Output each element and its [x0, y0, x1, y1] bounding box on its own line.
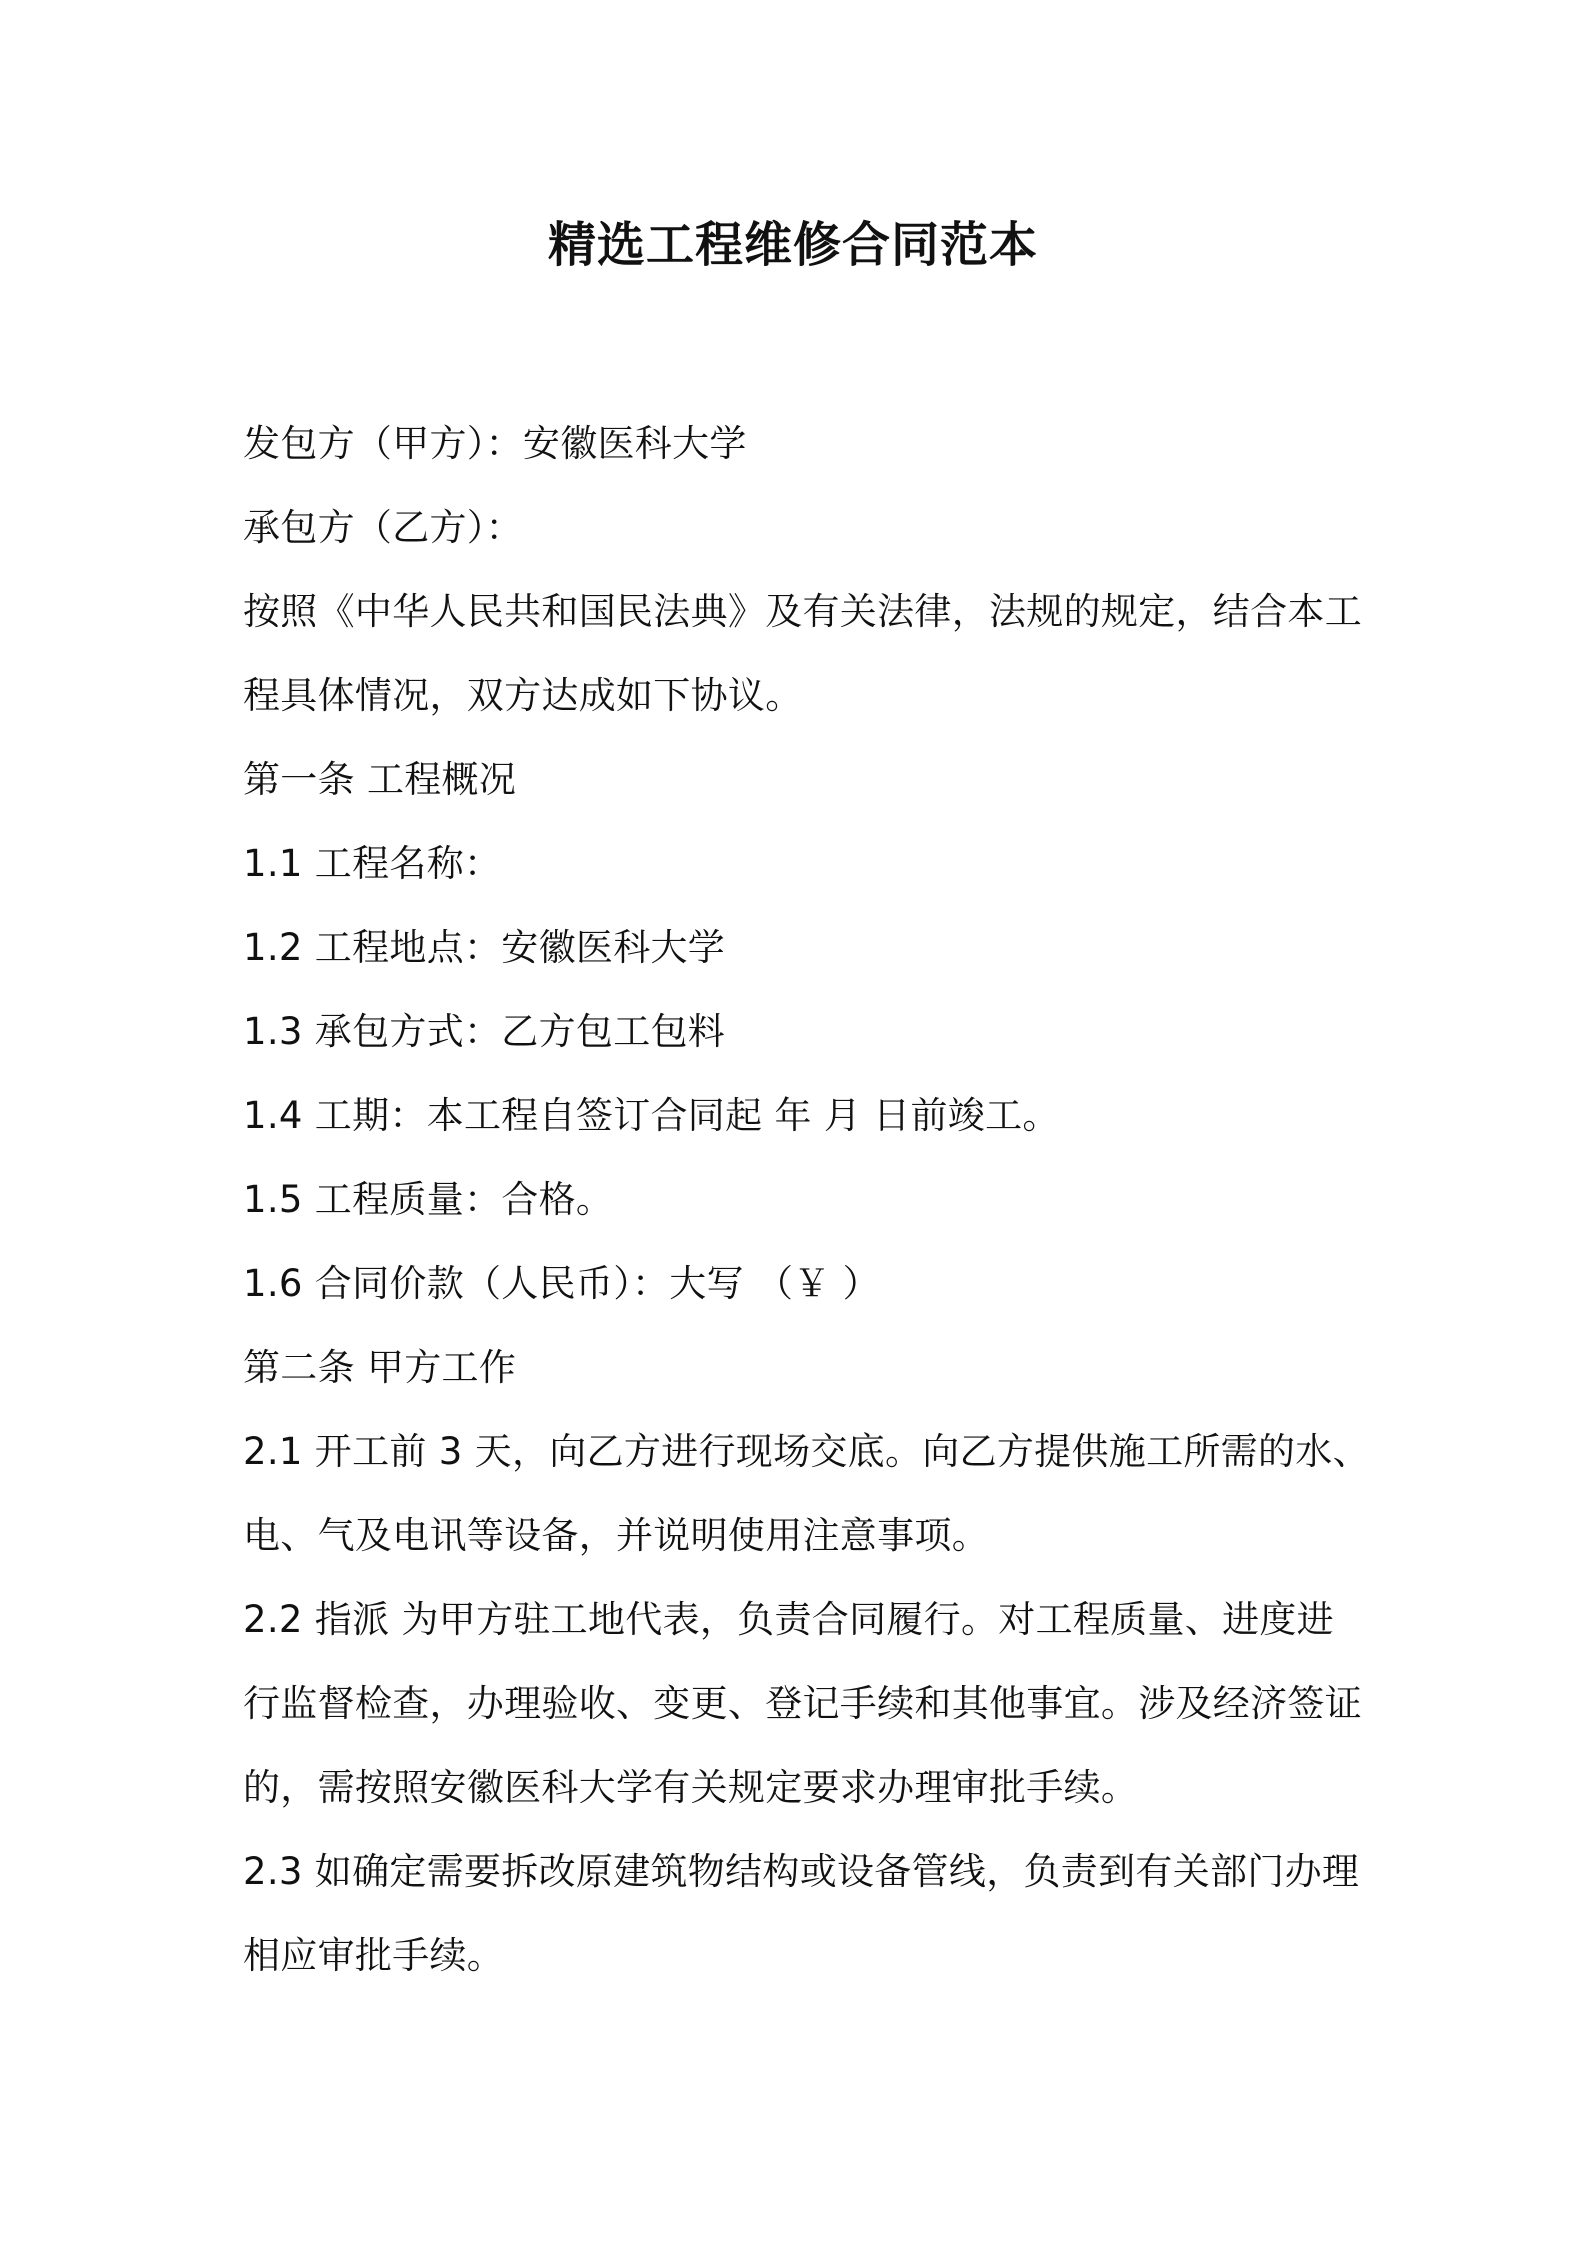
clause-2-2-line-1: 2.2 指派 为甲方驻工地代表，负责合同履行。对工程质量、进度进 [243, 1598, 1334, 1641]
article-1-heading: 第一条 工程概况 [243, 758, 517, 801]
preamble-line-1: 按照《中华人民共和国民法典》及有关法律，法规的规定，结合本工 [243, 590, 1362, 633]
clause-2-2-line-2: 行监督检查，办理验收、变更、登记手续和其他事宜。涉及经济签证 [243, 1682, 1362, 1725]
clause-1-2: 1.2 工程地点：安徽医科大学 [243, 926, 726, 969]
article-2-heading: 第二条 甲方工作 [243, 1346, 517, 1389]
document-title: 精选工程维修合同范本 [547, 217, 1038, 273]
party-a-line: 发包方（甲方）：安徽医科大学 [243, 422, 747, 465]
clause-1-6: 1.6 合同价款（人民币）：大写 （￥ ） [243, 1262, 880, 1305]
clause-2-3-line-1: 2.3 如确定需要拆改原建筑物结构或设备管线，负责到有关部门办理 [243, 1850, 1360, 1893]
clause-1-1: 1.1 工程名称： [243, 842, 502, 885]
clause-2-2-line-3: 的，需按照安徽医科大学有关规定要求办理审批手续。 [243, 1766, 1139, 1809]
party-b-line: 承包方（乙方）： [243, 506, 523, 549]
document-body [243, 402, 1370, 1998]
clause-2-1-line-1: 2.1 开工前 3 天，向乙方进行现场交底。向乙方提供施工所需的水、 [243, 1430, 1370, 1473]
clause-2-1-line-2: 电、气及电讯等设备，并说明使用注意事项。 [243, 1514, 989, 1557]
clause-1-4: 1.4 工期：本工程自签订合同起 年 月 日前竣工。 [243, 1094, 1060, 1137]
clause-1-3: 1.3 承包方式：乙方包工包料 [243, 1010, 726, 1053]
clause-2-3-line-2: 相应审批手续。 [243, 1934, 505, 1977]
preamble-line-2: 程具体情况，双方达成如下协议。 [243, 674, 803, 717]
clause-1-5: 1.5 工程质量：合格。 [243, 1178, 614, 1221]
